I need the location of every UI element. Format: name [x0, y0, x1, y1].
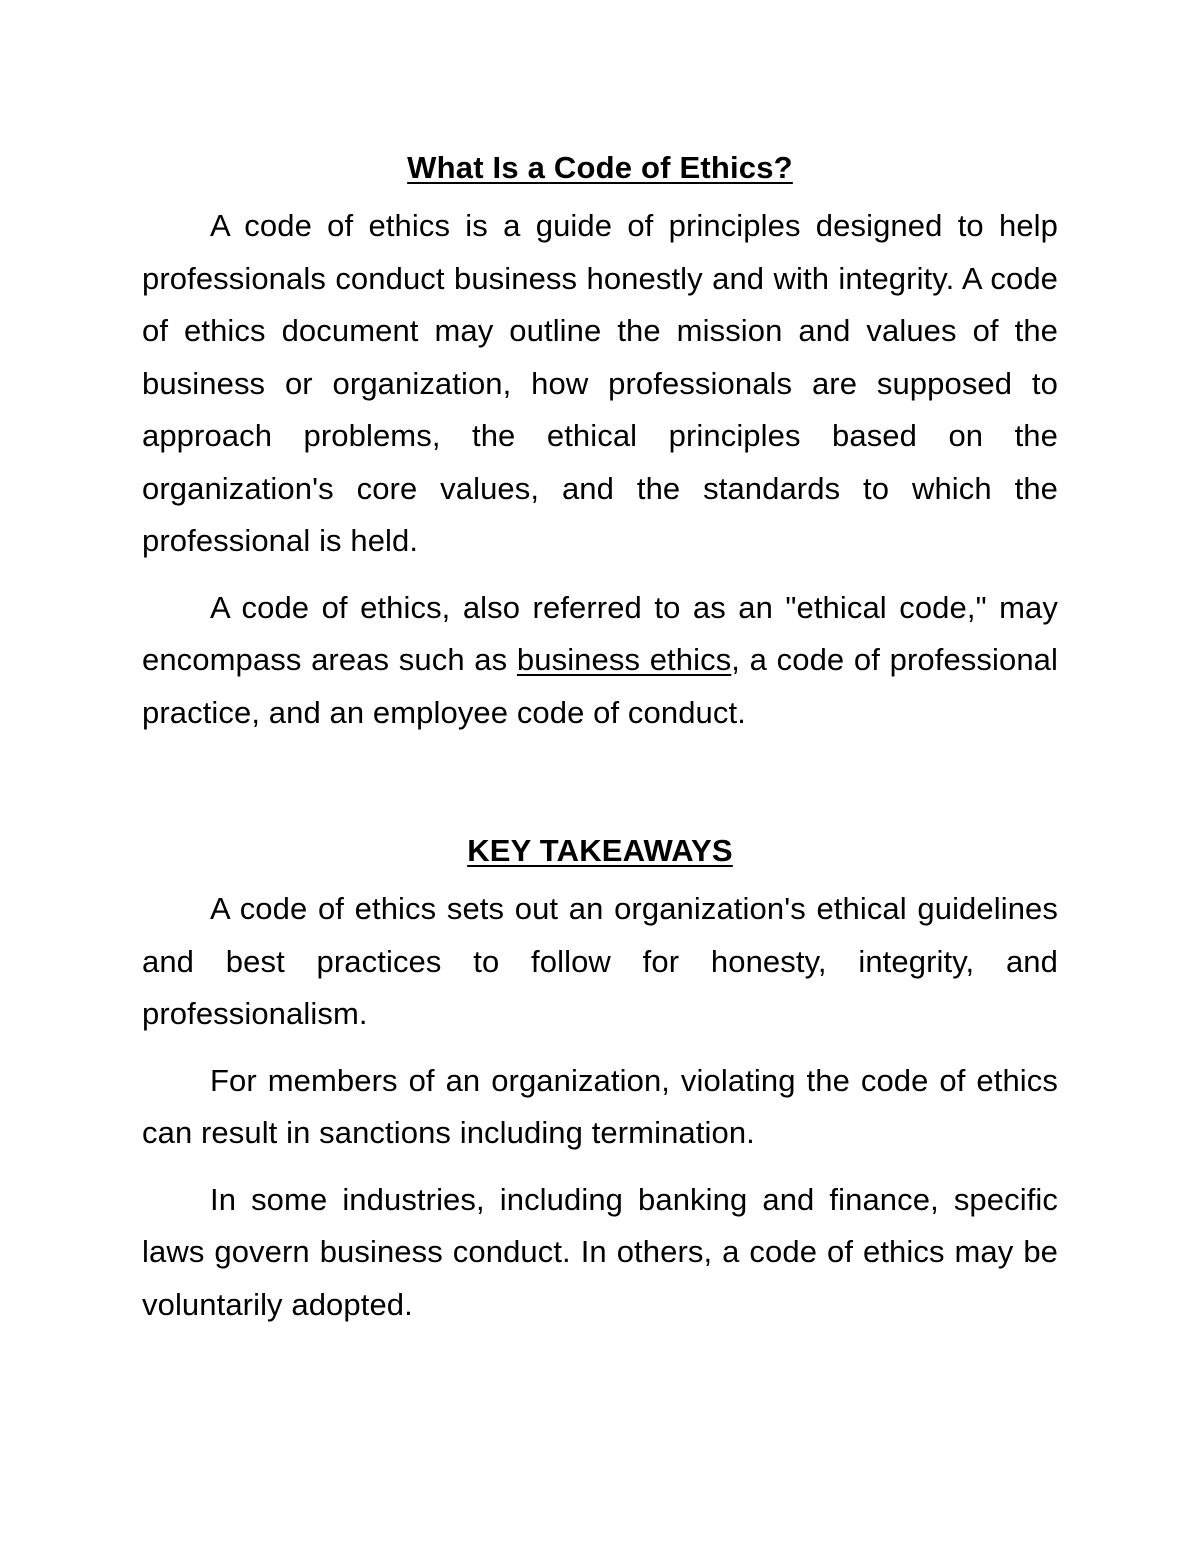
document-body	[142, 148, 1058, 1345]
takeaway-item: A code of ethics sets out an organization's ethical guidelines and best practices to follow for honesty, integrity, and professionalism.	[142, 891, 1058, 1031]
page-title: What Is a Code of Ethics?	[407, 150, 793, 185]
takeaway-item: In some industries, including banking and finance, specific laws govern business conduct. In others, a code of ethics may be voluntarily adopted.	[142, 1181, 1058, 1322]
intro-paragraph: A code of ethics is a guide of principles designed to help professionals conduct business honestly and with integrity. A code of ethics document may outline the mission and values of the business or organization, how professionals are supposed to approach problems, the ethical principles based on the organization's core values, and the standards to which the professional is held.	[142, 208, 1058, 558]
definition-paragraph	[142, 582, 1058, 740]
definition-text-end: , a code of professional practice, and an employee code of conduct.	[142, 642, 1058, 730]
takeaway-item: For members of an organization, violating the code of ethics can result in sanctions including termination.	[142, 1062, 1058, 1150]
key-takeaways-heading: KEY TAKEAWAYS	[467, 833, 733, 868]
business-ethics-link[interactable]: business ethics	[516, 642, 732, 677]
definition-text-start: A code of ethics, also referred to as an "ethical code," may encompass areas such as	[142, 589, 1058, 677]
